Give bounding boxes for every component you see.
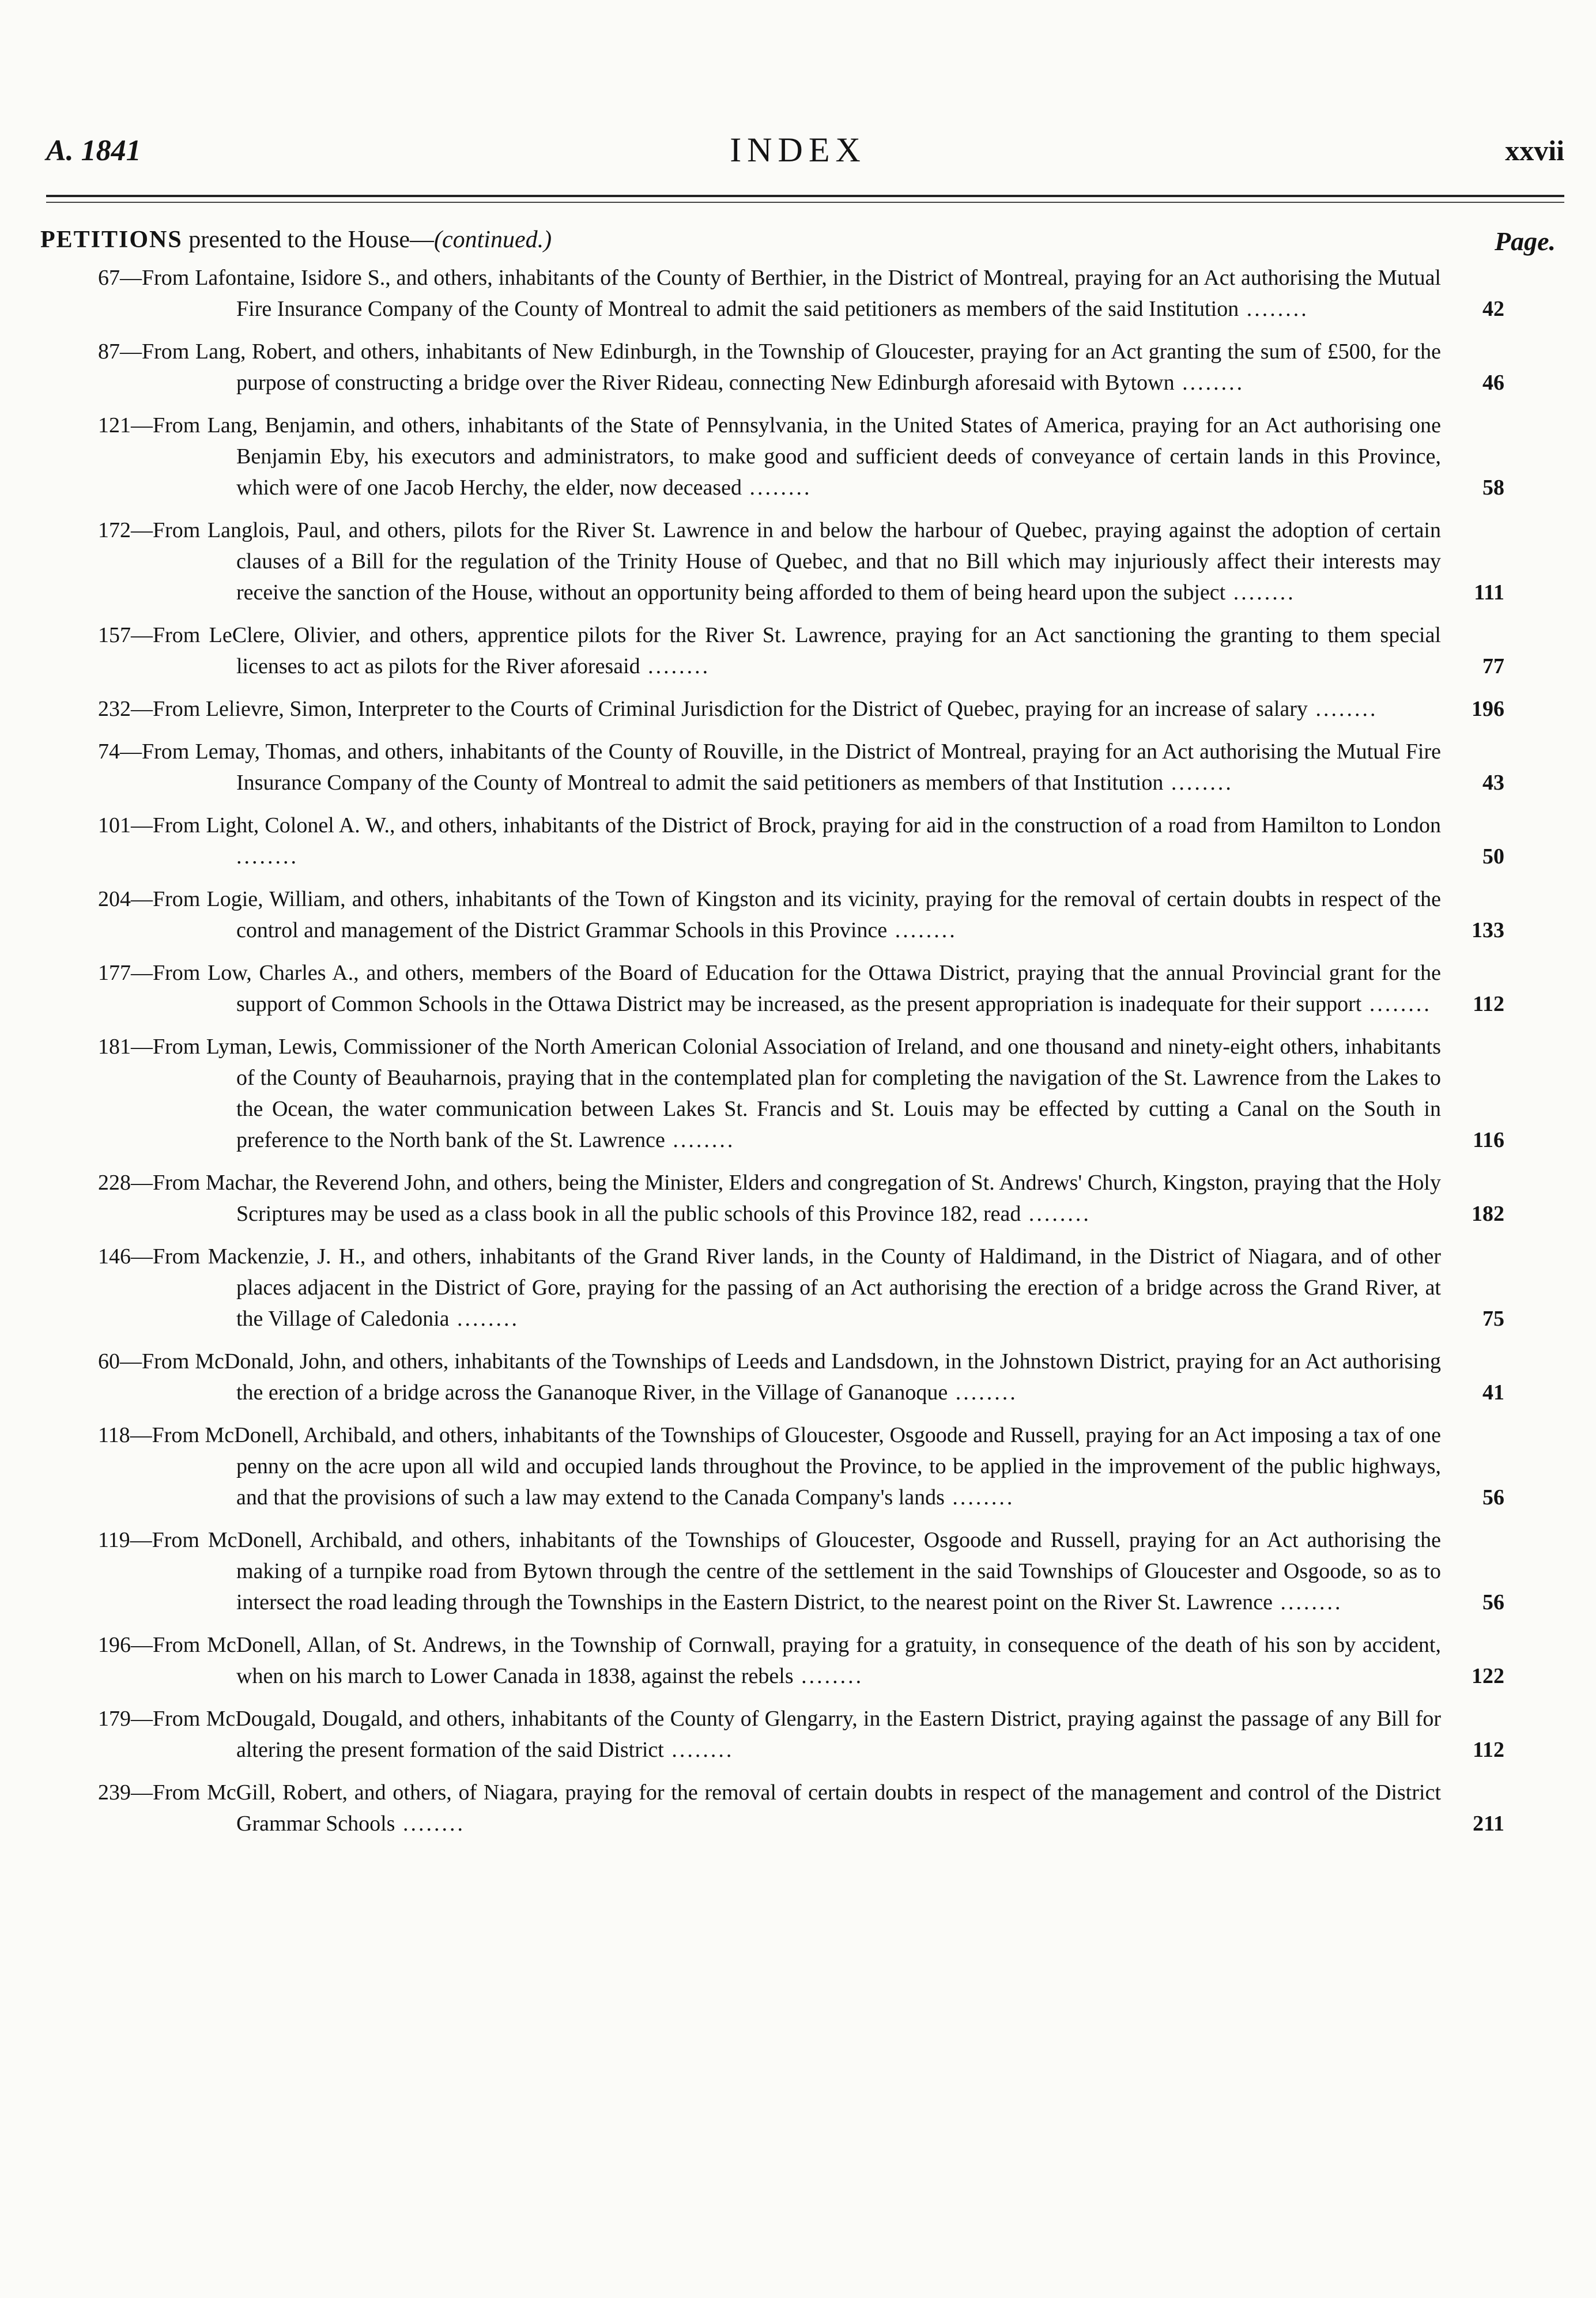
- index-entry: [98, 693, 1504, 725]
- index-entry: [98, 1777, 1504, 1839]
- leader-dots: ........: [1361, 992, 1432, 1016]
- entry-text: —From Lang, Benjamin, and others, inhabitants of the State of Pennsylvania, in the United States of America, praying for an Act authorising one Benjamin Eby, his executors and administrators, to make good and sufficient deeds of conveyance of certain lands in this Province, which were of one Jacob Herchy, the elder, now deceased: [131, 413, 1441, 500]
- petition-number: 179: [98, 1707, 131, 1731]
- section-title-rest: presented to the House—: [182, 227, 434, 253]
- leader-dots: ........: [663, 1738, 734, 1762]
- petition-number: 67: [98, 266, 120, 290]
- petition-number: 196: [98, 1633, 131, 1657]
- header-title: INDEX: [730, 131, 866, 169]
- index-entry: [98, 515, 1504, 608]
- leader-dots: ........: [1163, 771, 1233, 795]
- entry-page-number: 43: [1482, 771, 1504, 795]
- entry-page-number: 196: [1472, 697, 1504, 721]
- entry-text: —From McDonald, John, and others, inhabitants of the Townships of Leeds and Landsdown, in the Johnstown District, praying for an Act authorising the erection of a bridge across the Gananoque River, in the Village of Gananoque: [120, 1349, 1441, 1405]
- section-title: [40, 227, 552, 253]
- entry-text: —From LeClere, Olivier, and others, apprentice pilots for the River St. Lawrence, praying for an Act sanctioning the granting to them special licenses to act as pilots for the River aforesaid: [131, 623, 1441, 678]
- entry-body: [98, 1420, 1504, 1513]
- entry-page-number: 77: [1482, 654, 1504, 678]
- entry-page-number: 112: [1473, 992, 1504, 1016]
- entry-text: —From McDonell, Archibald, and others, inhabitants of the Townships of Gloucester, Osgoode and Russell, praying for an Act imposing a tax of one penny on the acre upon all wild and occupied lands throughout the Province, to be applied in the improvement of the public highways, and that the provisions of such a law may extend to the Canada Company's lands: [130, 1423, 1441, 1510]
- petition-number: 181: [98, 1035, 131, 1059]
- petition-number: 146: [98, 1244, 131, 1269]
- entry-text: —From Lelievre, Simon, Interpreter to the Courts of Criminal Jurisdiction for the District of Quebec, praying for an increase of salary: [131, 697, 1308, 721]
- entry-page-number: 111: [1474, 580, 1504, 605]
- petition-number: 119: [98, 1528, 130, 1552]
- header-page-number: xxvii: [1505, 134, 1564, 167]
- entry-page-number: 122: [1472, 1664, 1504, 1688]
- entry-text: —From Lafontaine, Isidore S., and others, inhabitants of the County of Berthier, in the District of Montreal, praying for an Act authorising the Mutual Fire Insurance Company of the County of Montreal to admit the said petitioners as members of the said Institution: [120, 266, 1441, 321]
- entry-body: [98, 336, 1504, 398]
- petition-number: 101: [98, 813, 131, 837]
- entry-body: [98, 1241, 1504, 1334]
- entry-body: [98, 1525, 1504, 1618]
- entry-body: [98, 410, 1504, 503]
- leader-dots: ........: [948, 1380, 1018, 1405]
- entry-text: —From Logie, William, and others, inhabitants of the Town of Kingston and its vicinity, praying for the removal of certain doubts in respect of the control and management of the District Grammar Schools in this Province: [131, 887, 1441, 942]
- leader-dots: ........: [742, 476, 812, 500]
- entry-page-number: 42: [1482, 297, 1504, 321]
- entry-body: [98, 1629, 1504, 1692]
- petition-number: 60: [98, 1349, 120, 1373]
- leader-dots: ........: [1174, 371, 1245, 395]
- entry-text: —From McDonell, Allan, of St. Andrews, in the Township of Cornwall, praying for a gratuity, in consequence of the death of his son by accident, when on his march to Lower Canada in 1838, against the rebels: [131, 1633, 1441, 1688]
- index-entry: [98, 736, 1504, 798]
- entry-text: —From McGill, Robert, and others, of Niagara, praying for the removal of certain doubts in respect of the management and control of the District Grammar Schools: [131, 1780, 1441, 1836]
- petition-number: 228: [98, 1171, 131, 1195]
- leader-dots: ........: [1239, 297, 1309, 321]
- petition-number: 172: [98, 518, 131, 542]
- entry-body: [98, 810, 1504, 872]
- leader-dots: ........: [1021, 1202, 1091, 1226]
- entry-page-number: 41: [1482, 1380, 1504, 1405]
- leader-dots: ........: [640, 654, 711, 678]
- index-entry: [98, 410, 1504, 503]
- entry-text: —From Lyman, Lewis, Commissioner of the North American Colonial Association of Ireland, and one thousand and ninety-eight others, inhabitants of the County of Beauharnois, praying that in the contemplated plan for completing the navigation of the St. Lawrence from the Lakes to the Ocean, the water communication between Lakes St. Francis and St. Louis may be effected by cutting a Canal on the South in preference to the North bank of the St. Lawrence: [131, 1035, 1441, 1152]
- entry-page-number: 46: [1482, 371, 1504, 395]
- petition-number: 232: [98, 697, 131, 721]
- entry-body: [98, 1346, 1504, 1408]
- entry-page-number: 112: [1473, 1738, 1504, 1762]
- index-entry: [98, 1031, 1504, 1156]
- petition-number: 87: [98, 339, 120, 364]
- header-year: A. 1841: [46, 134, 141, 167]
- entry-text: —From Machar, the Reverend John, and others, being the Minister, Elders and congregation of St. Andrews' Church, Kingston, praying that the Holy Scriptures may be used as a class book in all the public schools of this Province 182, read: [131, 1171, 1441, 1226]
- index-entries: [98, 262, 1504, 1851]
- leader-dots: ........: [395, 1812, 465, 1836]
- entry-page-number: 211: [1473, 1812, 1504, 1836]
- entry-text: —From Lang, Robert, and others, inhabitants of New Edinburgh, in the Township of Gloucester, praying for an Act granting the sum of £500, for the purpose of constructing a bridge over the River Rideau, connecting New Edinburgh aforesaid with Bytown: [120, 339, 1441, 395]
- index-entry: [98, 1525, 1504, 1618]
- entry-text: —From Light, Colonel A. W., and others, inhabitants of the District of Brock, praying for aid in the construction of a road from Hamilton to London: [131, 813, 1441, 837]
- header-rule-thin: [46, 202, 1564, 203]
- entry-page-number: 56: [1482, 1590, 1504, 1614]
- entry-page-number: 75: [1482, 1307, 1504, 1331]
- leader-dots: ........: [1273, 1590, 1343, 1614]
- leader-dots: ........: [449, 1307, 520, 1331]
- header-rule-thick: [46, 195, 1564, 197]
- index-entry: [98, 1167, 1504, 1229]
- leader-dots: ........: [236, 844, 299, 869]
- entry-page-number: 58: [1482, 476, 1504, 500]
- petition-number: 204: [98, 887, 131, 911]
- index-entry: [98, 884, 1504, 946]
- leader-dots: ........: [1225, 580, 1296, 605]
- entry-text: —From McDougald, Dougald, and others, inhabitants of the County of Glengarry, in the Eastern District, praying against the passage of any Bill for altering the present formation of the said District: [131, 1707, 1441, 1762]
- index-entry: [98, 1629, 1504, 1692]
- entry-body: [98, 1703, 1504, 1765]
- entry-page-number: 50: [1482, 844, 1504, 869]
- entry-page-number: 116: [1473, 1128, 1504, 1152]
- index-entry: [98, 620, 1504, 682]
- entry-text: —From Langlois, Paul, and others, pilots for the River St. Lawrence in and below the harbour of Quebec, praying against the adoption of certain clauses of a Bill for the regulation of the Trinity House of Quebec, and that no Bill which may injuriously affect their interests may receive the sanction of the House, without an opportunity being afforded to them of being heard upon the subject: [131, 518, 1441, 605]
- section-heading: [40, 226, 1556, 261]
- leader-dots: ........: [1307, 697, 1378, 721]
- entry-text: —From Low, Charles A., and others, members of the Board of Education for the Ottawa District, praying that the annual Provincial grant for the support of Common Schools in the Ottawa District may be increased, as the present appropriation is inadequate for their support: [131, 961, 1441, 1016]
- entry-body: [98, 620, 1504, 682]
- index-entry: [98, 810, 1504, 872]
- entry-page-number: 56: [1482, 1485, 1504, 1510]
- section-title-continued: (continued.): [433, 227, 552, 253]
- entry-text: —From Lemay, Thomas, and others, inhabitants of the County of Rouville, in the District of Montreal, praying for an Act authorising the Mutual Fire Insurance Company of the County of Montreal to admit the said petitioners as members of that Institution: [120, 739, 1441, 795]
- index-entry: [98, 957, 1504, 1020]
- page-header: [0, 131, 1596, 180]
- petition-number: 157: [98, 623, 131, 647]
- page-column-label: Page.: [1494, 227, 1556, 256]
- index-entry: [98, 1241, 1504, 1334]
- entry-body: [98, 515, 1504, 608]
- entry-body: [98, 1777, 1504, 1839]
- entry-body: [98, 1031, 1504, 1156]
- entry-body: [98, 262, 1504, 324]
- index-entry: [98, 1420, 1504, 1513]
- entry-page-number: 182: [1472, 1202, 1504, 1226]
- petition-number: 239: [98, 1780, 131, 1805]
- petition-number: 118: [98, 1423, 130, 1447]
- index-entry: [98, 1703, 1504, 1765]
- entry-text: —From McDonell, Archibald, and others, inhabitants of the Townships of Gloucester, Osgoode and Russell, praying for an Act authorising the making of a turnpike road from Bytown through the centre of the settlement in the said Townships of Gloucester and Osgoode, so as to intersect the road leading through the Townships in the Eastern District, to the nearest point on the River St. Lawrence: [130, 1528, 1441, 1614]
- entry-body: [98, 957, 1504, 1020]
- section-title-caps: PETITIONS: [40, 227, 183, 253]
- leader-dots: ........: [665, 1128, 735, 1152]
- leader-dots: ........: [944, 1485, 1015, 1510]
- entry-page-number: 133: [1472, 918, 1504, 942]
- index-entry: [98, 262, 1504, 324]
- petition-number: 121: [98, 413, 131, 437]
- entry-body: [98, 1167, 1504, 1229]
- entry-body: [98, 884, 1504, 946]
- index-entry: [98, 1346, 1504, 1408]
- petition-number: 74: [98, 739, 120, 764]
- index-entry: [98, 336, 1504, 398]
- leader-dots: ........: [887, 918, 957, 942]
- entry-body: [98, 693, 1504, 725]
- entry-body: [98, 736, 1504, 798]
- entry-text: —From Mackenzie, J. H., and others, inhabitants of the Grand River lands, in the County of Haldimand, in the District of Niagara, and of other places adjacent in the District of Gore, praying for the passing of an Act authorising the erection of a bridge across the Grand River, at the Village of Caledonia: [131, 1244, 1441, 1331]
- petition-number: 177: [98, 961, 131, 985]
- leader-dots: ........: [793, 1664, 864, 1688]
